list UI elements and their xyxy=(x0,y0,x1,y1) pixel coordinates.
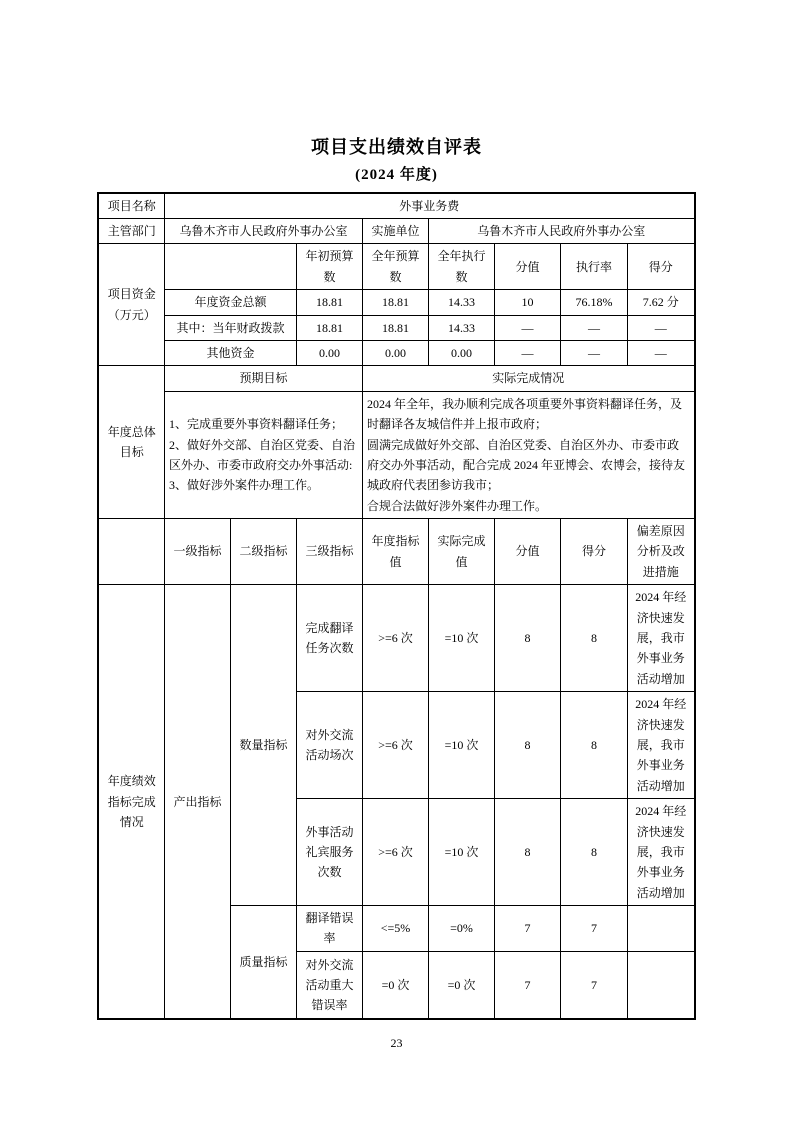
indicator-actual: =10 次 xyxy=(428,692,494,799)
table-row xyxy=(98,218,694,243)
indicator-score-value: 8 xyxy=(494,799,560,906)
table-row xyxy=(98,340,694,365)
indicator-actual: =0 次 xyxy=(428,951,494,1019)
funds-cell: 0.00 xyxy=(296,340,362,365)
impl-unit-label: 实施单位 xyxy=(362,218,428,243)
indicator-target: >=6 次 xyxy=(362,585,428,692)
project-name-label: 项目名称 xyxy=(98,193,164,219)
expected-goal-content xyxy=(164,391,362,518)
indicator-deviation xyxy=(627,951,694,1019)
funds-cell: 10 xyxy=(494,290,560,315)
funds-cell: 18.81 xyxy=(296,290,362,315)
funds-cell: 7.62 分 xyxy=(627,290,694,315)
indicator-name: 外事活动礼宾服务次数 xyxy=(296,799,362,906)
indicator-name: 翻译错误率 xyxy=(296,906,362,952)
actual-completion-line: 2024 年全年，我办顺利完成各项重要外事资料翻译任务，及时翻译各友城信件并上报市政府； xyxy=(366,396,682,432)
indicator-score-value: 8 xyxy=(494,585,560,692)
funds-cell: — xyxy=(560,340,627,365)
indicator-name: 对外交流活动重大错误率 xyxy=(296,951,362,1019)
funds-header-score: 得分 xyxy=(627,244,694,290)
dept-label: 主管部门 xyxy=(98,218,164,243)
performance-section-label: 年度绩效指标完成情况 xyxy=(98,585,164,1020)
indicator-target: >=6 次 xyxy=(362,692,428,799)
indicator-empty-cell xyxy=(98,519,164,585)
funds-cell: 18.81 xyxy=(362,290,428,315)
indicator-score-value: 7 xyxy=(494,906,560,952)
dept-value: 乌鲁木齐市人民政府外事办公室 xyxy=(164,218,362,243)
actual-completion-content xyxy=(362,391,694,518)
indicator-name: 对外交流活动场次 xyxy=(296,692,362,799)
indicator-target: =0 次 xyxy=(362,951,428,1019)
funds-header-annual-budget: 全年预算数 xyxy=(362,244,428,290)
indicator-deviation xyxy=(627,906,694,952)
self-evaluation-table xyxy=(97,192,695,1021)
indicator-score: 8 xyxy=(560,585,627,692)
funds-header-score-value: 分值 xyxy=(494,244,560,290)
table-row xyxy=(98,193,694,219)
indicator-header-level1: 一级指标 xyxy=(164,519,230,585)
table-row xyxy=(98,391,694,518)
indicator-actual: =10 次 xyxy=(428,799,494,906)
level1-indicator-output: 产出指标 xyxy=(164,585,230,1020)
level2-indicator-quantity: 数量指标 xyxy=(230,585,296,906)
funds-cell: — xyxy=(494,340,560,365)
funds-cell: — xyxy=(560,315,627,340)
funds-cell: — xyxy=(494,315,560,340)
project-name-value: 外事业务费 xyxy=(164,193,694,219)
indicator-header-score: 得分 xyxy=(560,519,627,585)
table-row xyxy=(98,315,694,340)
funds-row-name: 其中：当年财政拨款 xyxy=(164,315,296,340)
table-row xyxy=(98,366,694,391)
funds-cell: 14.33 xyxy=(428,315,494,340)
indicator-header-actual: 实际完成值 xyxy=(428,519,494,585)
funds-header-initial-budget: 年初预算数 xyxy=(296,244,362,290)
expected-goal-item: 3、做好涉外案件办理工作。 xyxy=(168,478,319,493)
funds-cell: — xyxy=(627,315,694,340)
indicator-score: 8 xyxy=(560,799,627,906)
funds-section-label: 项目资金（万元） xyxy=(98,244,164,366)
page-number: 23 xyxy=(390,1036,403,1050)
expected-goal-header: 预期目标 xyxy=(164,366,362,391)
indicator-target: >=6 次 xyxy=(362,799,428,906)
funds-cell: 14.33 xyxy=(428,290,494,315)
annual-goal-section-label: 年度总体目标 xyxy=(98,366,164,519)
indicator-deviation: 2024 年经济快速发展，我市外事业务活动增加 xyxy=(627,585,694,692)
funds-cell: 0.00 xyxy=(362,340,428,365)
indicator-actual: =10 次 xyxy=(428,585,494,692)
funds-cell: 18.81 xyxy=(296,315,362,340)
table-row xyxy=(98,519,694,585)
level2-indicator-quality: 质量指标 xyxy=(230,906,296,1020)
funds-cell: 76.18% xyxy=(560,290,627,315)
indicator-actual: =0% xyxy=(428,906,494,952)
indicator-header-level3: 三级指标 xyxy=(296,519,362,585)
indicator-header-deviation: 偏差原因分析及改进措施 xyxy=(627,519,694,585)
funds-row-name: 其他资金 xyxy=(164,340,296,365)
funds-cell: 18.81 xyxy=(362,315,428,340)
indicator-target: <=5% xyxy=(362,906,428,952)
indicator-score-value: 8 xyxy=(494,692,560,799)
indicator-name: 完成翻译任务次数 xyxy=(296,585,362,692)
indicator-deviation: 2024 年经济快速发展，我市外事业务活动增加 xyxy=(627,692,694,799)
table-row xyxy=(98,244,694,290)
indicator-deviation: 2024 年经济快速发展，我市外事业务活动增加 xyxy=(627,799,694,906)
indicator-header-target: 年度指标值 xyxy=(362,519,428,585)
funds-header-executed: 全年执行数 xyxy=(428,244,494,290)
expected-goal-item: 2、做好外交部、自治区党委、自治区外办、市委市政府交办外事活动: xyxy=(168,437,355,472)
indicator-score-value: 7 xyxy=(494,951,560,1019)
page-subtitle: (2024 年度) xyxy=(355,166,438,183)
indicator-header-score-value: 分值 xyxy=(494,519,560,585)
funds-empty-cell xyxy=(164,244,296,290)
table-row xyxy=(98,290,694,315)
actual-completion-header: 实际完成情况 xyxy=(362,366,694,391)
table-row xyxy=(98,585,694,692)
indicator-header-level2: 二级指标 xyxy=(230,519,296,585)
funds-row-name: 年度资金总额 xyxy=(164,290,296,315)
funds-cell: 0.00 xyxy=(428,340,494,365)
indicator-score: 8 xyxy=(560,692,627,799)
actual-completion-line: 圆满完成做好外交部、自治区党委、自治区外办、市委市政府交办外事活动，配合完成 2024 年亚博会、农博会，接待友城政府代表团参访我市； xyxy=(366,437,685,493)
page-title: 项目支出绩效自评表 xyxy=(311,137,482,157)
indicator-score: 7 xyxy=(560,951,627,1019)
indicator-score: 7 xyxy=(560,906,627,952)
expected-goal-item: 1、完成重要外事资料翻译任务； xyxy=(168,417,343,432)
funds-cell: — xyxy=(627,340,694,365)
funds-header-exec-rate: 执行率 xyxy=(560,244,627,290)
impl-unit-value: 乌鲁木齐市人民政府外事办公室 xyxy=(428,218,694,243)
actual-completion-line: 合规合法做好涉外案件办理工作。 xyxy=(366,498,547,513)
